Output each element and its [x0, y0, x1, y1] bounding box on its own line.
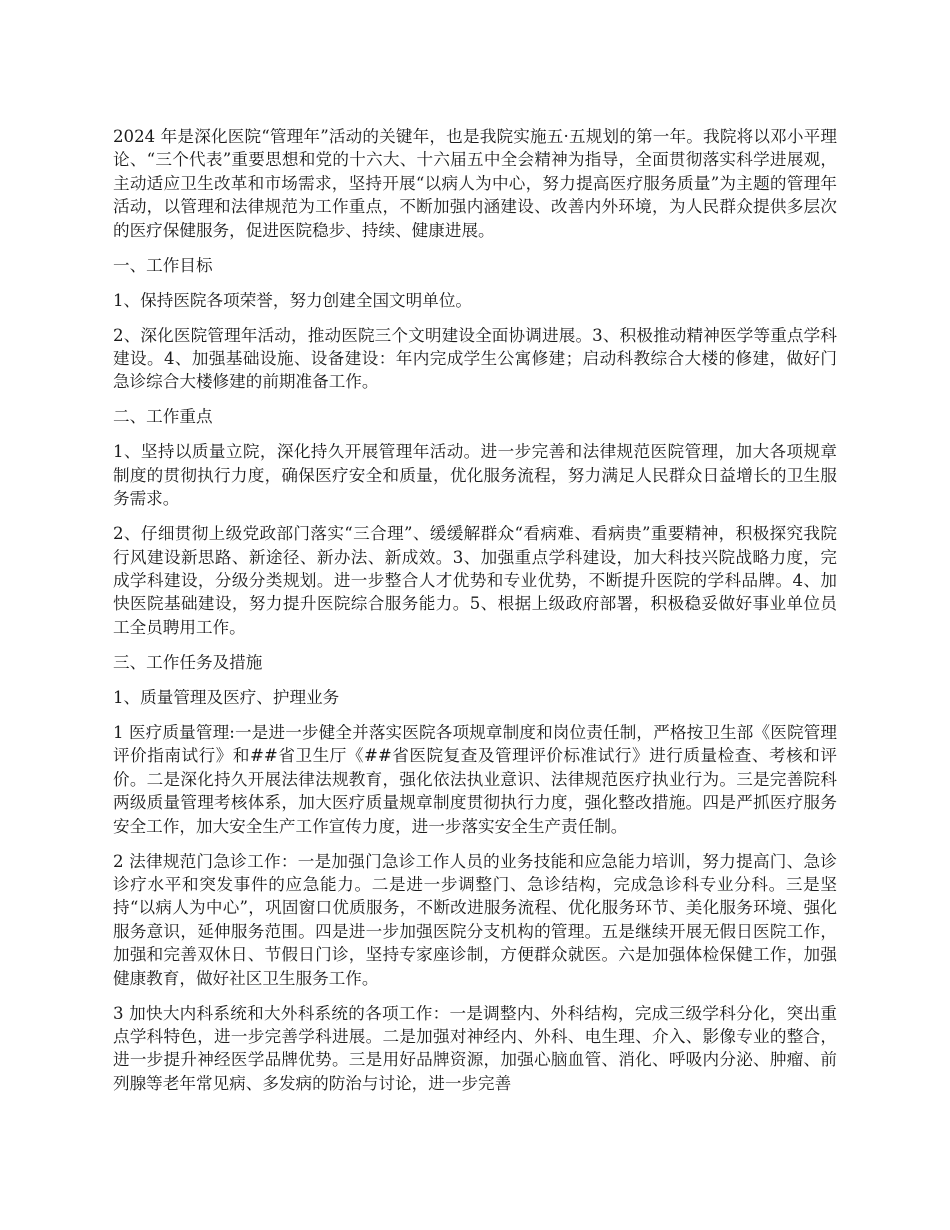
- task-item-2-emergency: 2 法律规范门急诊工作：一是加强门急诊工作人员的业务技能和应急能力培训，努力提高门、急诊诊疗水平和突发事件的应急能力。二是进一步调整门、急诊结构，完成急诊科专业分科。三是坚持“以病人为中心”，巩固窗口优质服务，不断改进服务流程、优化服务环节、美化服务环境、强化服务意识，延伸服务范围。四是进一步加强医院分支机构的管理。五是继续开展无假日医院工作，加强和完善双休日、节假日门诊，坚持专家座诊制，方便群众就医。六是加强体检保健工作，加强健康教育，做好社区卫生服务工作。: [113, 851, 837, 988]
- intro-paragraph: 2024 年是深化医院“管理年”活动的关键年，也是我院实施五·五规划的第一年。我院将以邓小平理论、“三个代表”重要思想和党的十六大、十六届五中全会精神为指导，全面贯彻落实科学进展观，主动适应卫生改革和市场需求，坚持开展“以病人为中心，努力提高医疗服务质量”为主题的管理年活动，以管理和法律规范为工作重点，不断加强内涵建设、改善内外环境，为人民群众提供多层次的医疗保健服务，促进医院稳步、持续、健康进展。: [113, 127, 837, 240]
- subsection-heading-quality: 1、质量管理及医疗、护理业务: [113, 687, 340, 707]
- task-item-3-departments: 3 加快大内科系统和大外科系统的各项工作：一是调整内、外科结构，完成三级学科分化，突出重点学科特色，进一步完善学科进展。二是加强对神经内、外科、电生理、介入、影像专业的整合，进一步提升神经医学品牌优势。三是用好品牌资源，加强心脑血管、消化、呼吸内分泌、肿瘤、前列腺等老年常见病、多发病的防治与讨论，进一步完善: [113, 1003, 837, 1093]
- goal-item-1: 1、保持医院各项荣誉，努力创建全国文明单位。: [113, 290, 473, 310]
- section-heading-tasks: 三、工作任务及措施: [113, 652, 263, 672]
- section-heading-goals: 一、工作目标: [113, 255, 213, 275]
- priority-items-2-5: 2、仔细贯彻上级党政部门落实“三合理”、缓缓解群众“看病难、看病贵”重要精神，积极探究我院行风建设新思路、新途径、新办法、新成效。3、加强重点学科建设，加大科技兴院战略力度，完成学科建设，分级分类规划。进一步整合人才优势和专业优势，不断提升医院的学科品牌。4、加快医院基础建设，努力提升医院综合服务能力。5、根据上级政府部署，积极稳妥做好事业单位员工全员聘用工作。: [113, 524, 837, 637]
- task-item-1-medical-quality: 1 医疗质量管理:一是进一步健全并落实医院各项规章制度和岗位责任制，严格按卫生部《医院管理评价指南试行》和##省卫生厅《##省医院复查及管理评价标准试行》进行质量检查、考核和评价。二是深化持久开展法律法规教育，强化依法执业意识、法律规范医疗执业行为。三是完善院科两级质量管理考核体系，加大医疗质量规章制度贯彻执行力度，强化整改措施。四是严抓医疗服务安全工作，加大安全生产工作宣传力度，进一步落实安全生产责任制。: [113, 722, 837, 836]
- section-heading-priorities: 二、工作重点: [113, 407, 213, 427]
- document-body: [113, 125, 837, 1107]
- priority-item-1: 1、坚持以质量立院，深化持久开展管理年活动。进一步完善和法律规范医院管理，加大各项规章制度的贯彻执行力度，确保医疗安全和质量，优化服务流程，努力满足人民群众日益增长的卫生服务需求。: [113, 442, 837, 509]
- goal-items-2-4: 2、深化医院管理年活动，推动医院三个文明建设全面协调进展。3、积极推动精神医学等重点学科建设。4、加强基础设施、设备建设：年内完成学生公寓修建；启动科教综合大楼的修建，做好门急诊综合大楼修建的前期准备工作。: [113, 325, 837, 392]
